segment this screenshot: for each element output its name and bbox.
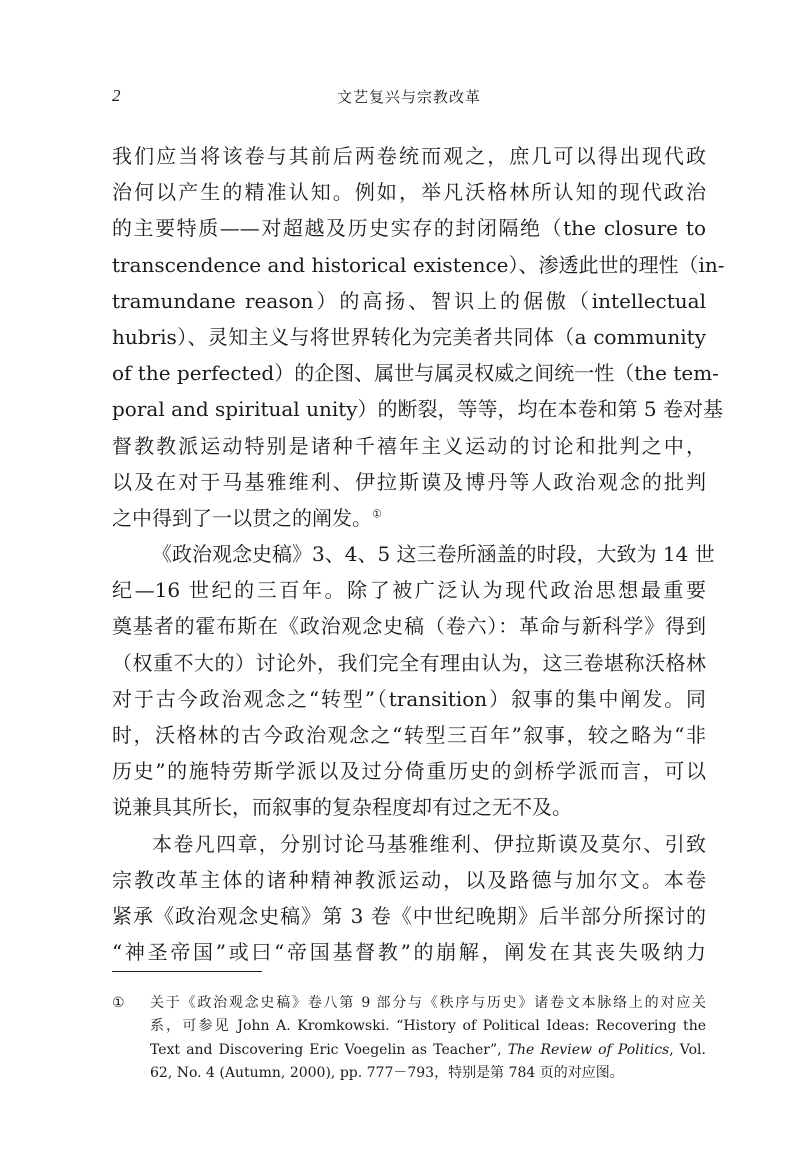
footnote-line: 62, No. 4 (Autumn, 2000), pp. 777－793，特别是第 784 页的对应图。 (150, 1065, 624, 1082)
text-line: 督教教派运动特别是诸种千禧年主义运动的讨论和批判之中， (112, 433, 706, 458)
text-line: 之中得到了一以贯之的阐发。 (112, 505, 372, 530)
text-line: 紧承《政治观念史稿》第 3 卷《中世纪晚期》后半部分所探讨的 (112, 903, 706, 928)
running-title: 文艺复兴与宗教改革 (336, 88, 481, 106)
footnote-reference[interactable]: ① (372, 507, 382, 521)
text-line: 历史”的施特劳斯学派以及过分倚重历史的剑桥学派而言，可以 (112, 759, 706, 784)
text-line: tramundane reason）的高扬、智识上的倨傲（intellectual (112, 288, 706, 313)
body-text (112, 138, 725, 970)
text-line: 我们应当将该卷与其前后两卷统而观之，庶几可以得出现代政 (112, 144, 706, 168)
text-line: 说兼具其所长，而叙事的复杂程度却有过之无不及。 (112, 795, 572, 820)
footnote-divider (112, 971, 262, 972)
journal-title: The Review of Politics (507, 1041, 670, 1058)
text-line: hubris）、灵知主义与将世界转化为完美者共同体（a community (112, 324, 706, 349)
paragraph-start: 《政治观念史稿》3、4、5 这三卷所涵盖的时段，大致为 14 世 (152, 542, 715, 567)
paragraph-start: 本卷凡四章，分别讨论马基雅维利、伊拉斯谟及莫尔、引致 (152, 831, 706, 856)
text-line: transcendence and historical existence）、渗透此世的理性（in- (112, 252, 725, 277)
text-line: 治何以产生的精准认知。例如，举凡沃格林所认知的现代政治 (112, 180, 706, 205)
text-line: 时，沃格林的古今政治观念之“转型三百年”叙事，较之略为“非 (112, 723, 706, 747)
footnote-line (112, 1039, 706, 1062)
footnote-text: , Vol. (669, 1041, 706, 1058)
page-header (112, 86, 706, 110)
text-line: 奠基者的霍布斯在《政治观念史稿（卷六）：革命与新科学》得到 (112, 614, 706, 639)
text-line: 的主要特质——对超越及历史实存的封闭隔绝（the closure to (112, 216, 706, 241)
footnote-text: 关于《政治观念史稿》卷八第 9 部分与《秩序与历史》诸卷文本脉络上的对应关 (150, 995, 706, 1011)
footnote-line: 系，可参见 John A. Kromkowski. “History of Political Ideas: Recovering the (150, 1018, 706, 1035)
text-line-with-footnote (112, 500, 706, 536)
footnote-text: Text and Discovering Eric Voegelin as Teacher”, (150, 1041, 508, 1058)
footnote-marker: ① (112, 995, 125, 1011)
footnote-line (112, 992, 706, 1015)
text-line: “神圣帝国”或曰“帝国基督教”的崩解，阐发在其丧失吸纳力 (112, 940, 706, 965)
text-line: （权重不大的）讨论外，我们完全有理由认为，这三卷堪称沃格林 (112, 650, 706, 675)
text-line: 宗教改革主体的诸种精神教派运动，以及路德与加尔文。本卷 (112, 867, 706, 892)
page-number: 2 (112, 86, 121, 105)
text-line: 纪—16 世纪的三百年。除了被广泛认为现代政治思想最重要 (112, 578, 706, 603)
text-line: of the perfected）的企图、属世与属灵权威之间统一性（the tem- (112, 361, 719, 386)
footnote (112, 992, 706, 1086)
text-line: poral and spiritual unity）的断裂，等等，均在本卷和第 5 卷对基 (112, 397, 723, 422)
text-line: 以及在对于马基雅维利、伊拉斯谟及博丹等人政治观念的批判 (112, 469, 706, 494)
text-line: 对于古今政治观念之“转型”（transition）叙事的集中阐发。同 (112, 686, 706, 711)
